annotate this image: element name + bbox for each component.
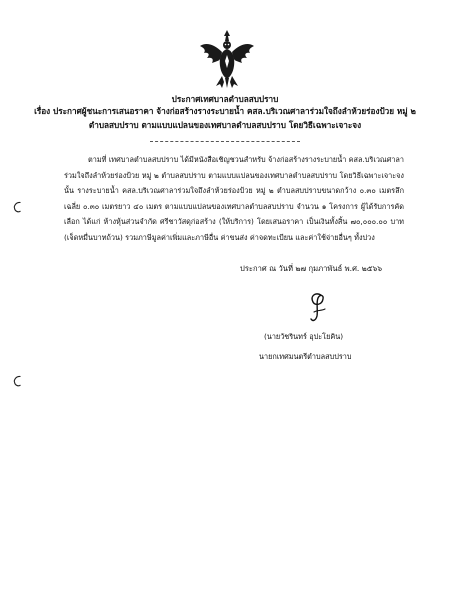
announcement-date: ประกาศ ณ วันที่ ๒๗ กุมภาพันธ์ พ.ศ. ๒๕๖๖ xyxy=(240,264,383,273)
announcement-body xyxy=(64,152,404,245)
punch-hole-mark xyxy=(13,375,22,387)
subject-line-1: เรื่อง ประกาศผู้ชนะการเสนอราคา จ้างก่อสร้างรางระบายน้ำ คสล.บริเวณศาลาร่วมใจถึงลำห้วยร่องป้วย หมู่ ๒ xyxy=(34,106,416,116)
punch-hole-mark xyxy=(13,201,22,213)
section-divider xyxy=(150,141,300,142)
handwritten-signature-icon xyxy=(305,290,331,324)
announcement-heading: ประกาศเทศบาลตำบลสบปราบ xyxy=(171,94,279,104)
signer-name: (นายวัชรินทร์ อุปะโยคิน) xyxy=(264,332,344,341)
signer-title: นายกเทศมนตรีตำบลสบปราบ xyxy=(259,352,352,361)
subject-line-2: ตำบลสบปราบ ตามแบบแปลนของเทศบาลตำบลสบปราบ โดยวิธีเฉพาะเจาะจง xyxy=(88,120,362,130)
body-paragraph: ตามที่ เทศบาลตำบลสบปราบ ได้มีหนังสือเชิญชวนสำหรับ จ้างก่อสร้างรางระบายน้ำ คสล.บริเวณศาลาร่วมใจถึงลำห้วยร่องป้วย หมู่ ๒ ตำบลสบปราบ ตามแบบแปลนของเทศบาลตำบลสบปราบ โดยวิธีเฉพาะเจาะจง นั้น รางระบายน้ำ คสล.บริเวณศาลาร่วมใจถึงลำห้วยร่องป้วย หมู่ ๒ ตำบลสบปราบขนาดกว้าง ๐.๓๐ เมตรลึกเฉลี่ย ๐.๓๐ เมตรยาว ๔๐ เมตร ตามแบบแปลนของเทศบาลตำบลสบปราบ จำนวน ๑ โครงการ ผู้ได้รับการคัดเลือก ได้แก่ ห้างหุ้นส่วนจำกัด ศรีชาวัสดุก่อสร้าง (ให้บริการ) โดยเสนอราคา เป็นเงินทั้งสิ้น ๗๐,๐๐๐.๐๐ บาท (เจ็ดหมื่นบาทถ้วน) รวมภาษีมูลค่าเพิ่มและภาษีอื่น ค่าขนส่ง ค่าจดทะเบียน และค่าใช้จ่ายอื่นๆ ทั้งปวง xyxy=(64,155,404,242)
garuda-emblem-icon xyxy=(198,28,256,90)
